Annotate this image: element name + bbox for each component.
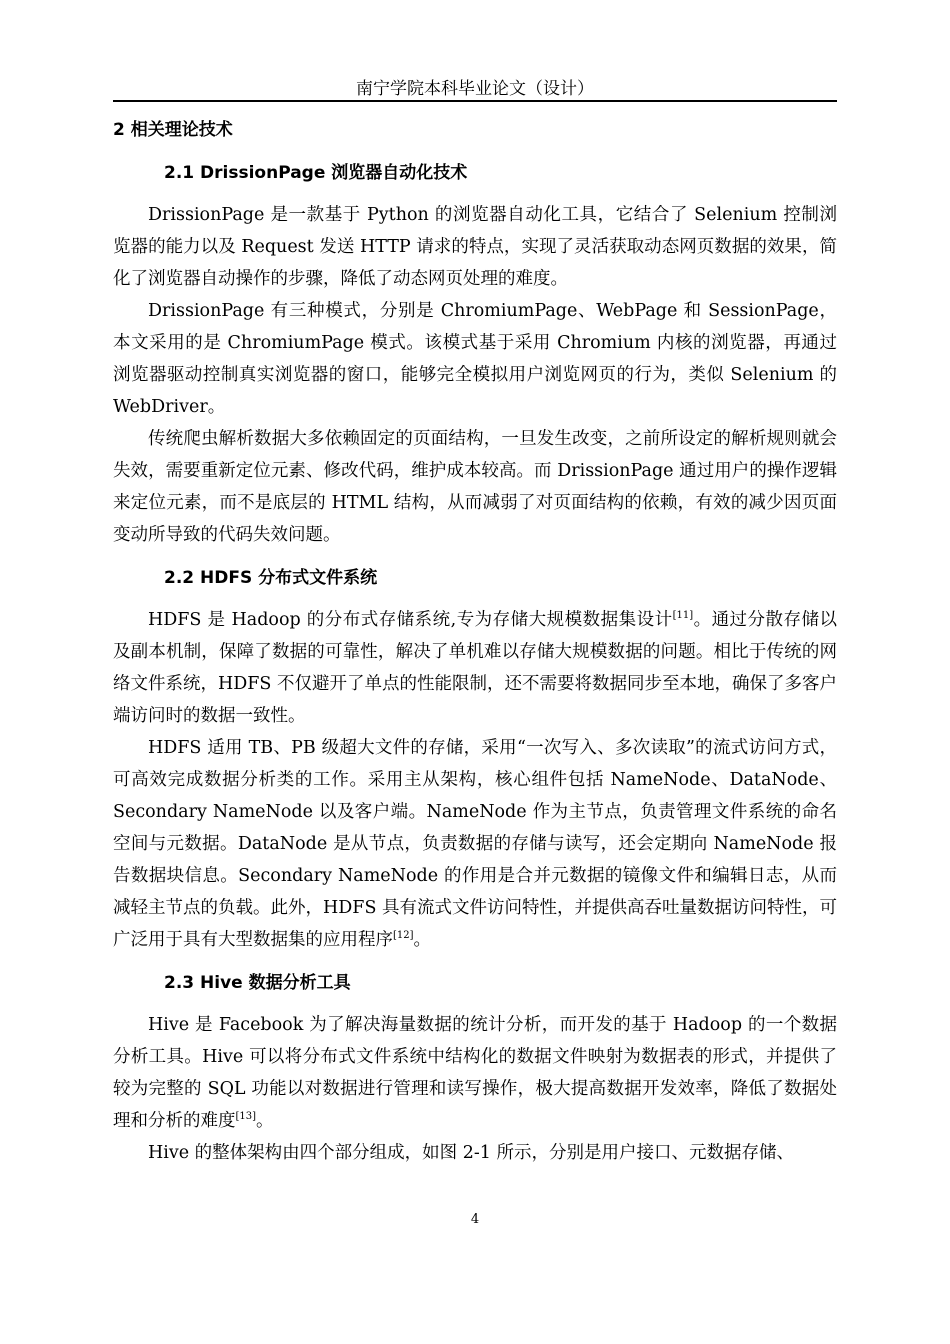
paragraph: 传统爬虫解析数据大多依赖固定的页面结构，一旦发生改变，之前所设定的解析规则就会失效，需要重新定位元素、修改代码，维护成本较高。而 DrissionPage 通过用户的操作逻辑来定位元素，而不是底层的 HTML 结构，从而减弱了对页面结构的依赖，有效的减少因页面变动所导致的代码失效问题。 xyxy=(113,429,837,545)
document-body xyxy=(113,116,837,1169)
paragraph-text: HDFS 适用 TB、PB 级超大文件的存储，采用“一次写入、多次读取”的流式访问方式，可高效完成数据分析类的工作。采用主从架构，核心组件包括 NameNode、DataNode、Secondary NameNode 以及客户端。NameNode 作为主节点，负责管理文件系统的命名空间与元数据。DataNode 是从节点，负责数据的存储与读写，还会定期向 NameNode 报告数据块信息。Secondary NameNode 的作用是合并元数据的镜像文件和编辑日志，从而减轻主节点的负载。此外，HDFS 具有流式文件访问特性，并提供高吞吐量数据访问特性，可广泛用于具有大型数据集的应用程序 xyxy=(113,738,837,950)
section-title-2-2: 2.2 HDFS 分布式文件系统 xyxy=(164,568,378,588)
paragraph: Hive 的整体架构由四个部分组成，如图 2-1 所示，分别是用户接口、元数据存储、 xyxy=(148,1143,794,1163)
paragraph xyxy=(113,1009,837,1137)
paragraph xyxy=(113,604,837,732)
citation-ref: [13] xyxy=(235,1111,257,1123)
page-number: 4 xyxy=(470,1212,480,1227)
citation-ref: [12] xyxy=(393,930,414,942)
section-title-2-1: 2.1 DrissionPage 浏览器自动化技术 xyxy=(164,163,468,183)
page-header: 南宁学院本科毕业论文（设计） xyxy=(113,78,837,102)
paragraph-text: 。 xyxy=(256,1111,274,1131)
paragraph-text: Hive 是 Facebook 为了解决海量数据的统计分析，而开发的基于 Hadoop 的一个数据分析工具。Hive 可以将分布式文件系统中结构化的数据文件映射为数据表的形式，并提供了较为完整的 SQL 功能以对数据进行管理和读写操作，极大提高数据开发效率，降低了数据处理和分析的难度 xyxy=(113,1015,837,1131)
paragraph: DrissionPage 有三种模式，分别是 ChromiumPage、WebPage 和 SessionPage，本文采用的是 ChromiumPage 模式。该模式基于采用 Chromium 内核的浏览器，再通过浏览器驱动控制真实浏览器的窗口，能够完全模拟用户浏览网页的行为，类似 Selenium 的 WebDriver。 xyxy=(113,301,837,417)
chapter-title: 2 相关理论技术 xyxy=(113,120,233,140)
paragraph-text: 。通过分散存储以及副本机制，保障了数据的可靠性，解决了单机难以存储大规模数据的问题。相比于传统的网络文件系统，HDFS 不仅避开了单点的性能限制，还不需要将数据同步至本地，确保了多客户端访问时的数据一致性。 xyxy=(113,610,838,726)
paragraph-text: 。 xyxy=(413,930,432,950)
section-title-2-3: 2.3 Hive 数据分析工具 xyxy=(164,973,351,993)
paragraph xyxy=(113,732,837,956)
paragraph: DrissionPage 是一款基于 Python 的浏览器自动化工具，它结合了 Selenium 控制浏览器的能力以及 Request 发送 HTTP 请求的特点，实现了灵活获取动态网页数据的效果，简化了浏览器自动操作的步骤，降低了动态网页处理的难度。 xyxy=(113,205,837,289)
paragraph-text: HDFS 是 Hadoop 的分布式存储系统,专为存储大规模数据集设计 xyxy=(148,610,673,630)
citation-ref: [11] xyxy=(672,610,694,622)
